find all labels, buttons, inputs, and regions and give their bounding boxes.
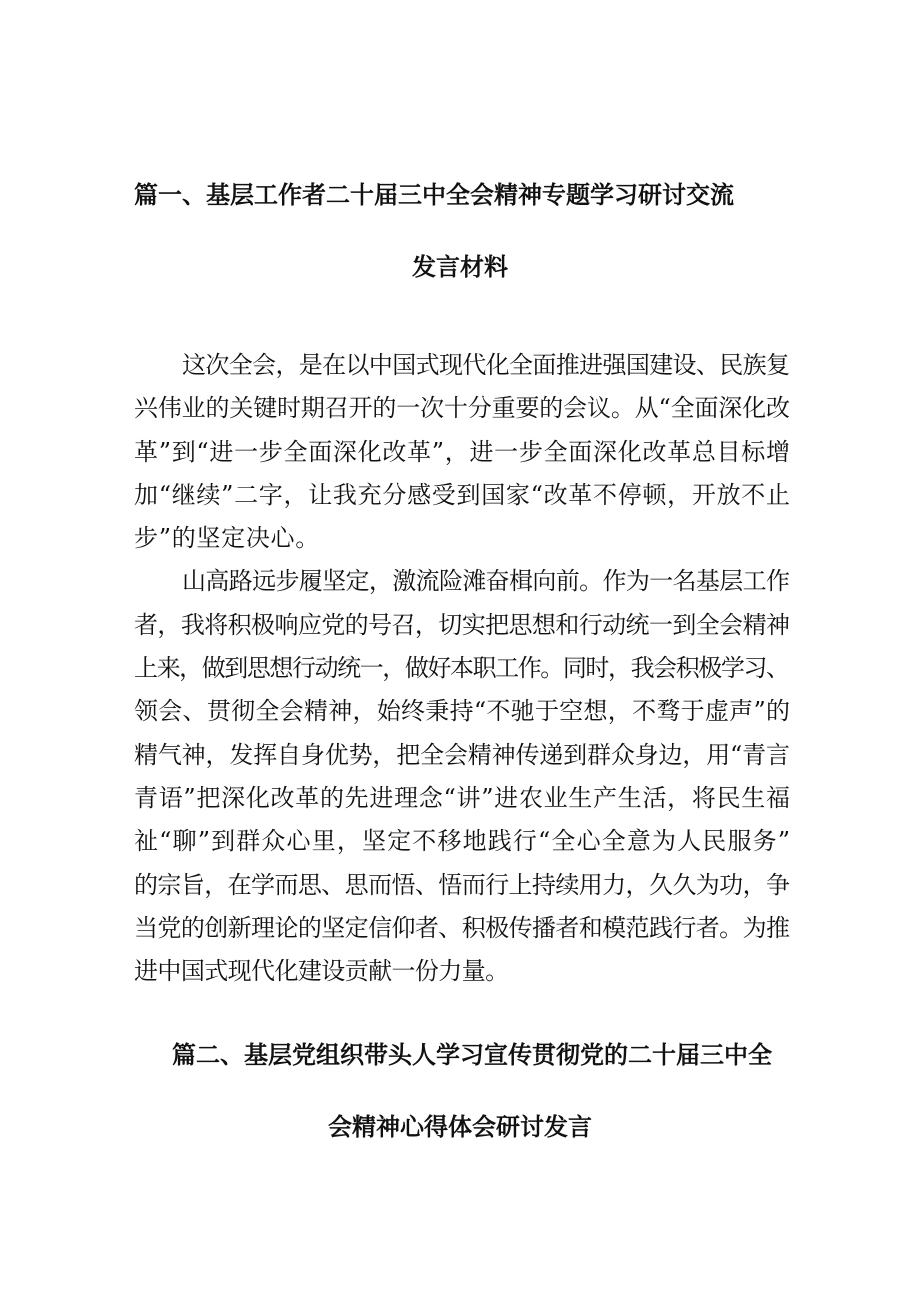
- paragraph-line: 上来，做到思想行动统一，做好本职工作。同时，我会积极学习、: [134, 654, 789, 683]
- section1-heading-line2: 发言材料: [412, 253, 508, 281]
- section2-heading: [130, 1040, 790, 1142]
- paragraph-line: 革”到“进一步全面深化改革”，进一步全面深化改革总目标增: [134, 437, 791, 466]
- paragraph-line: 的宗旨，在学而思、思而悟、悟而行上持续用力，久久为功，争: [134, 870, 790, 899]
- paragraph-line: 当党的创新理论的坚定信仰者、积极传播者和模范践行者。为推: [134, 913, 790, 942]
- section2-heading-line2: 会精神心得体会研讨发言: [328, 1113, 592, 1141]
- section1-body: [134, 344, 790, 993]
- section2-heading-line1: 篇二、基层党组织带头人学习宣传贯彻党的二十届三中全: [172, 1041, 772, 1069]
- section1-heading-line1: 篇一、基层工作者二十届三中全会精神专题学习研讨交流: [134, 181, 734, 209]
- paragraph-line: 祉“聊”到群众心里，坚定不移地践行“全心全意为人民服务”: [134, 827, 792, 856]
- section1-paragraph-2: [134, 560, 790, 993]
- paragraph-line: 进中国式现代化建设贡献一份力量。: [134, 957, 509, 986]
- paragraph-line: 精气神，发挥自身优势，把全会精神传递到群众身边，用“青言: [134, 740, 790, 769]
- paragraph-line: 兴伟业的关键时期召开的一次十分重要的会议。从“全面深化改: [134, 394, 790, 423]
- paragraph-line: 加“继续”二字，让我充分感受到国家“改革不停顿，开放不止: [134, 480, 791, 509]
- paragraph-line: 山高路远步履坚定，激流险滩奋楫向前。作为一名基层工作: [182, 567, 790, 596]
- section1-paragraph-1: [134, 344, 790, 560]
- paragraph-line: 领会、贯彻全会精神，始终秉持“不驰于空想，不骛于虚声”的: [134, 697, 791, 726]
- section1-heading: [130, 180, 790, 282]
- paragraph-line: 青语”把深化改革的先进理念“讲”进农业生产生活，将民生福: [134, 783, 791, 812]
- paragraph-line: 这次全会，是在以中国式现代化全面推进强国建设、民族复: [182, 351, 790, 379]
- paragraph-line: 步”的坚定决心。: [134, 524, 320, 553]
- paragraph-line: 者，我将积极响应党的号召，切实把思想和行动统一到全会精神: [134, 610, 790, 639]
